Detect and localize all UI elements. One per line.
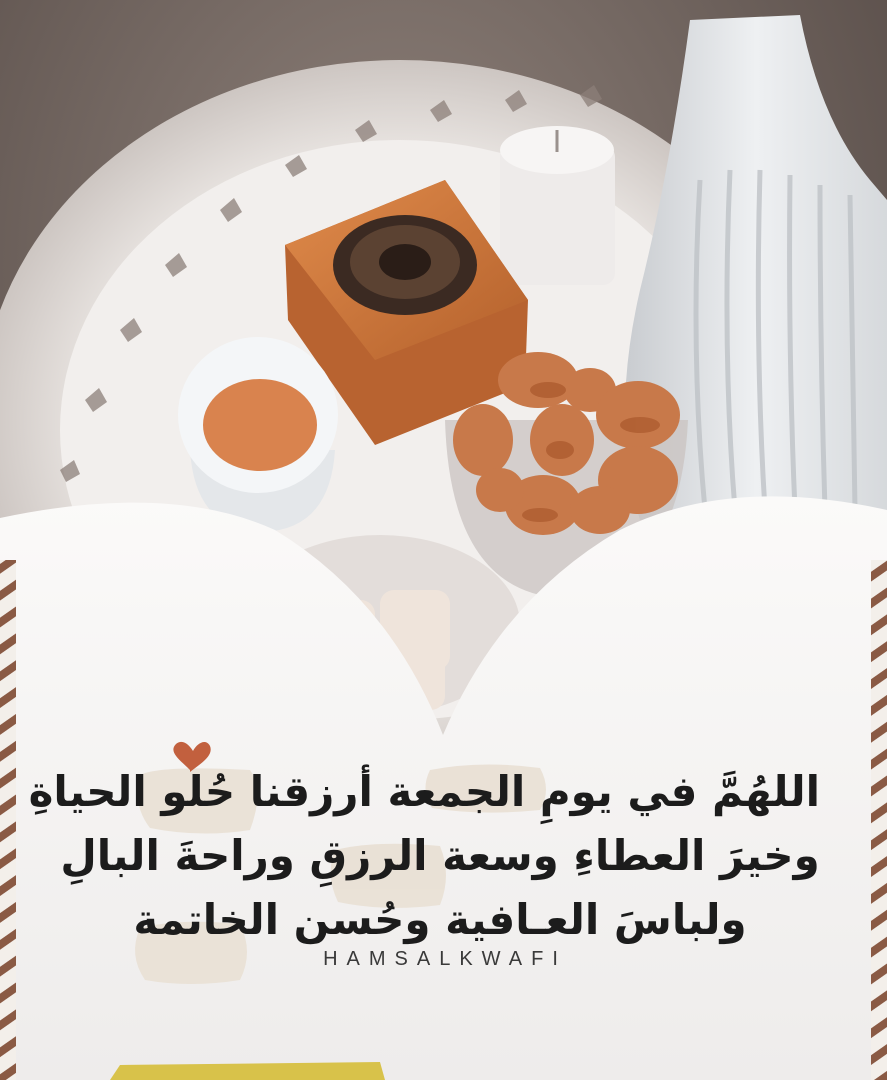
gold-strip — [110, 1062, 385, 1080]
prayer-line-2: وخيرَ العطاءِ وسعة الرزقِ وراحةَ البالِ — [60, 831, 820, 880]
prayer-line-3: ولباسَ العـافية وحُسن الخاتمة — [133, 895, 747, 944]
white-candle — [500, 126, 615, 285]
prayer-text — [28, 760, 820, 971]
prayer-line-1: اللهُمَّ في يومِ الجمعة أرزقنا حُلو الحياةِ — [28, 767, 820, 816]
signature: HAMSALKWAFI — [323, 948, 567, 970]
